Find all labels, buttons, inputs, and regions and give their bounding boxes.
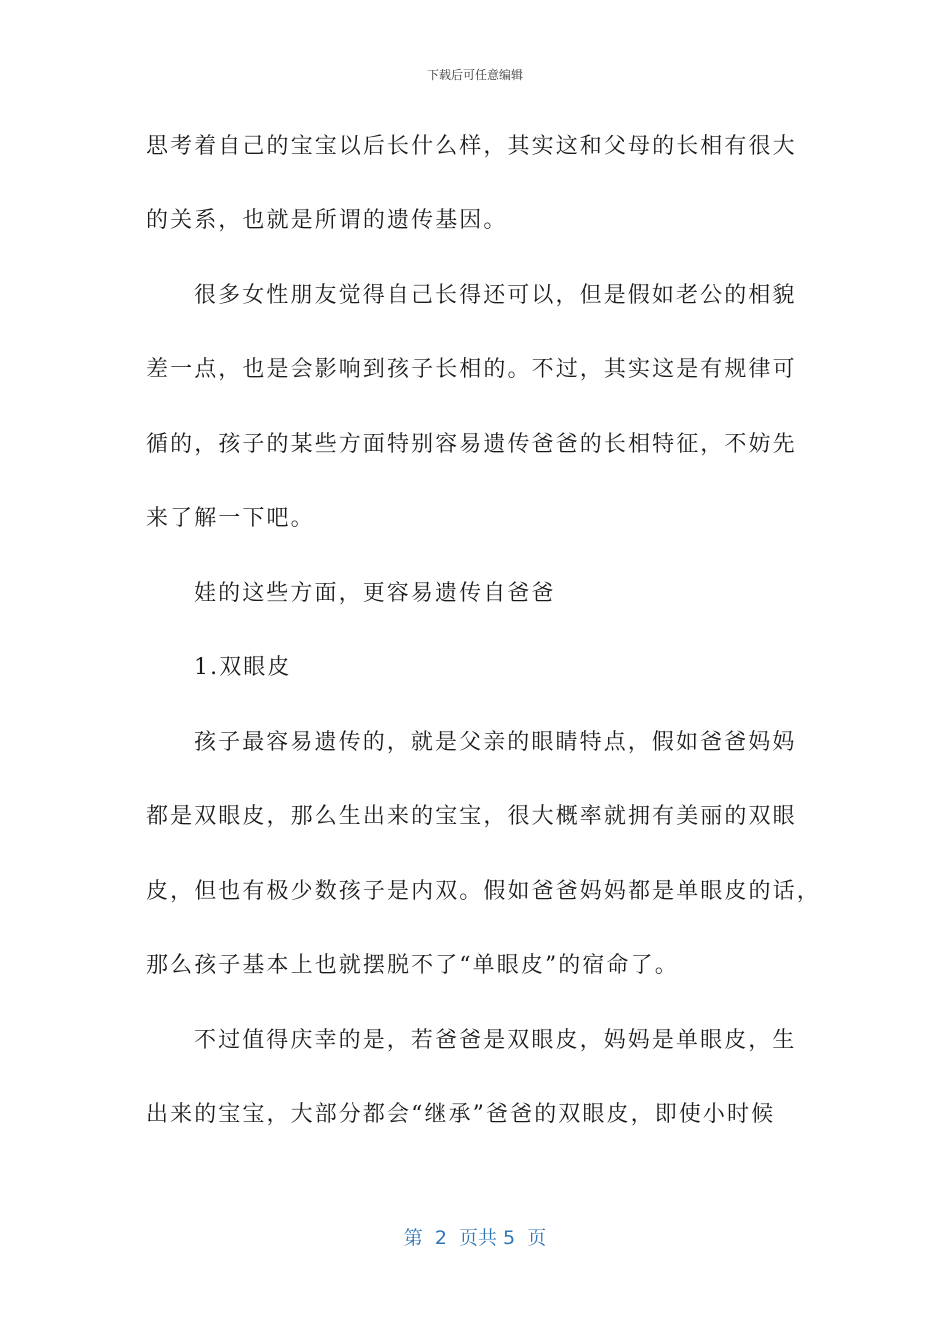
paragraph-2-line-3: 循的，孩子的某些方面特别容易遗传爸爸的长相特征，不妨先 [146, 432, 797, 457]
subsection-heading: 1.双眼皮 [194, 655, 292, 680]
paragraph-3-line-2: 都是双眼皮，那么生出来的宝宝，很大概率就拥有美丽的双眼 [146, 804, 797, 829]
paragraph-2-line-4: 来了解一下吧。 [146, 506, 315, 531]
page-header-note: 下载后可任意编辑 [426, 68, 523, 82]
paragraph-1-line-2: 的关系，也就是所谓的遗传基因。 [146, 208, 508, 233]
paragraph-3-line-4: 那么孩子基本上也就摆脱不了“单眼皮”的宿命了。 [146, 953, 679, 978]
paragraph-4-line-2: 出来的宝宝，大部分都会“继承”爸爸的双眼皮，即使小时候 [146, 1102, 776, 1127]
paragraph-2-line-2: 差一点，也是会影响到孩子长相的。不过，其实这是有规律可 [146, 357, 797, 382]
page-number-footer: 第 2 页共 5 页 [403, 1227, 547, 1249]
paragraph-3-line-3: 皮，但也有极少数孩子是内双。假如爸爸妈妈都是单眼皮的话， [146, 879, 821, 904]
paragraph-2-line-1: 很多女性朋友觉得自己长得还可以，但是假如老公的相貌 [194, 283, 797, 308]
paragraph-3-line-1: 孩子最容易遗传的，就是父亲的眼睛特点，假如爸爸妈妈 [194, 730, 797, 755]
section-heading: 娃的这些方面，更容易遗传自爸爸 [194, 581, 556, 606]
paragraph-1-line-1: 思考着自己的宝宝以后长什么样，其实这和父母的长相有很大 [146, 134, 797, 159]
paragraph-4-line-1: 不过值得庆幸的是，若爸爸是双眼皮，妈妈是单眼皮，生 [194, 1028, 797, 1053]
